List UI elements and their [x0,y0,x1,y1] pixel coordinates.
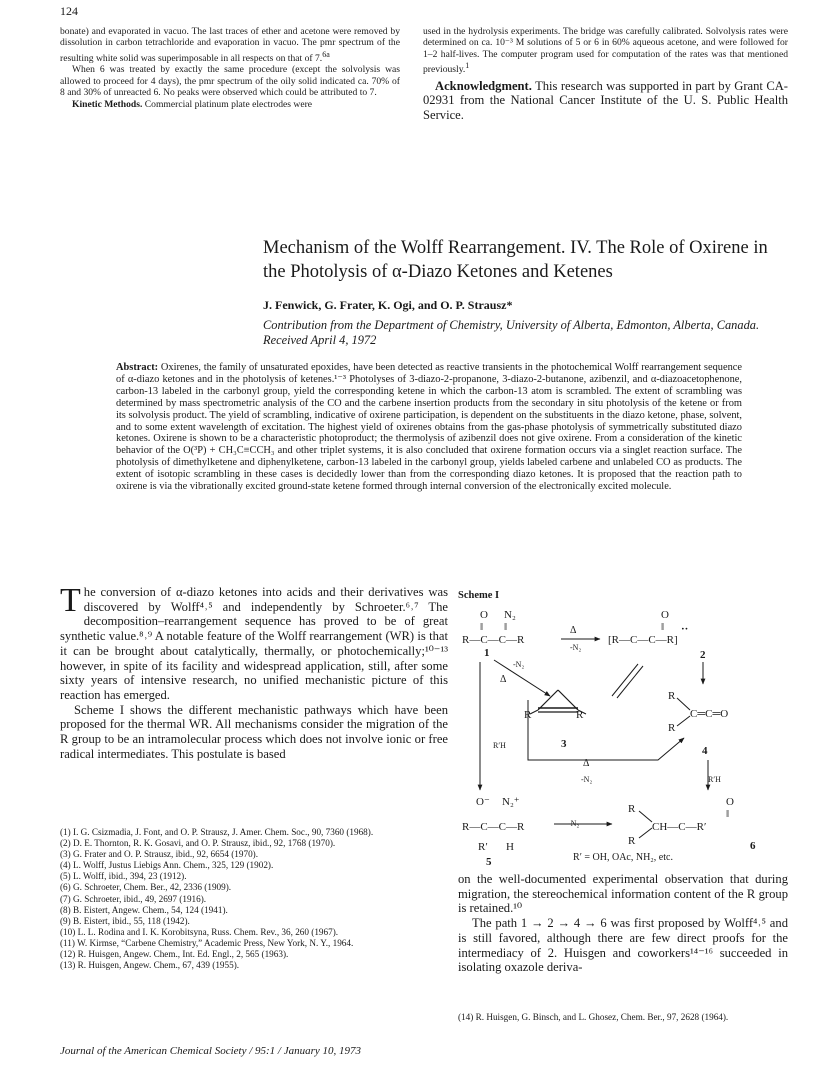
journal-footer: Journal of the American Chemical Society / 95:1 / January 10, 1973 [60,1045,362,1057]
compound-number-3: 3 [561,738,567,750]
reference-list [60,827,450,971]
r-prime-label: R′ [478,841,488,853]
reference-item: (13) R. Huisgen, Angew. Chem., 67, 439 (1955). [60,960,240,971]
minus-n2-label: -N₂ [570,643,582,652]
double-bond-glyph: ‖ [726,808,730,820]
introduction [60,582,448,761]
product-formula: CH—C—R′ [652,821,707,833]
substituent-r: R [576,709,584,721]
carbene-dots: ·· [681,623,689,635]
minus-n2-label: -N₂ [513,660,525,669]
compound-number-5: 5 [486,856,492,868]
reference-item: (11) W. Kirmse, “Carbene Chemistry,” Academic Press, New York, N. Y., 1964. [60,937,354,948]
reference-item: (12) R. Huisgen, Angew. Chem., Int. Ed. Engl., 2, 565 (1963). [60,949,289,960]
reference-item: (4) L. Wolff, Justus Liebigs Ann. Chem., 325, 129 (1902). [60,860,274,871]
scheme-footnote: R′ = OH, OAc, NH₂, etc. [573,852,673,863]
forbidden-path-slash [612,664,638,696]
substituent-r: R [668,722,676,734]
oxygen-label: O [661,609,669,621]
forbidden-path-slash [617,666,643,698]
compound-number-1: 1 [484,647,490,659]
compound-number-6: 6 [750,840,756,852]
compound-number-2: 2 [700,649,706,661]
reference-item: (2) D. E. Thornton, R. K. Gosavi, and O. P. Strausz, ibid., 92, 1768 (1970). [60,838,336,849]
compound-number-4: 4 [702,745,708,757]
intro-paragraph: Scheme I shows the different mechanistic pathways which have been proposed for the thermal WR. All mechanisms consider the migration of the R group to be an intramolecular process which does not involve ionic or free radical intermediates. This postulate is based [60,702,448,761]
oxirene-ring [530,690,586,714]
substituent-r: R [524,709,532,721]
kinetic-methods-paragraph: Kinetic Methods. Commercial platinum plate electrodes were [72,98,313,110]
delta-label: Δ [570,625,577,636]
reference-item: (9) B. Eistert, ibid., 55, 118 (1942). [60,915,190,926]
author-list: J. Fenwick, G. Frater, K. Ogi, and O. P. Strausz* [263,298,513,312]
ketene-branch-bonds [639,698,690,838]
reaction-scheme [458,600,788,870]
experimental-paragraph: When 6 was treated by exactly the same procedure (except the solvolysis was allowed to proceed for 4 days), the pmr spectrum of the oily solid indicated ca. 70% of 8 and 30% of unreacted 6. No peaks were observed which could be attributed to 7. [60,64,400,99]
oxygen-label: O [726,796,734,808]
body-text [458,872,788,975]
intro-paragraph: The conversion of α-diazo ketones into acids and their derivatives was discovered by Wolff⁴˒⁵ and independently by Schroeter.⁶˒⁷ The decomposition–rearrangement sequence has proved to be of great synthetic value.⁸˒⁹ A notable feature of the Wolff rearrangement (WR) is that it can be brought about catalytically, thermally, or photochemically;¹⁰⁻¹³ however, in spite of its facility and widespread application, still, after some sixty years of intensive research, no unified mechanistic picture of this reaction has emerged. [60,582,448,702]
oxygen-label: O [480,609,488,621]
scheme-label: Scheme I [458,590,500,601]
abstract: Abstract: Oxirenes, the family of unsaturated epoxides, have been detected as reactive transients in the photochemical Wolff rearrangement sequence of α-diazo ketones and in the photolysis of ketenes.¹⁻³ Photolyses of 3-diazo-2-propanone, 3-diazo-2-butanone, azibenzil, and α-diazoacetophenone, carbon-13 labeled in the carbonyl group, yield the corresponding ketene in which the carbon-13 atom is scrambled. The extent of scrambling was determined by mass spectrometric analysis of the CO and the carbene insertion products from the secondary in situ photolysis of the ketene or from its solvolysis product. The yield of scrambling, indicative of oxirene participation, is dependent on the substituents in the diazo ketone, phase, solvent, and to some extent wavelength of excitation. The highest yield of oxirenes obtains from the gas-phase photolysis of symmetrically substituted diazo ketones. Oxirene is shown to be a characteristic photoproduct; the thermolysis of azibenzil does not give oxirene. From a consideration of the kinetic behavior of the O(³P) + CH₃C≡CCH₃ and other triplet systems, it is also concluded that oxirene formation occurs via a singlet reaction surface. The photolysis of dimethylketene and diphenylketene, carbon-13 labeled in the carbonyl group, yields labeled carbene and unlabeled CO as products. The extent of isotopic scrambling in these cases is decidedly lower than from the corresponding diazo ketones. It is proposed that the reaction path to oxirene is via the vibrationally excited ground-state ketene formed through internal conversion of the electronically excited molecule. [116,362,742,493]
reference-item: (1) I. G. Csizmadia, J. Font, and O. P. Strausz, J. Amer. Chem. Soc., 90, 7360 (1968). [60,827,374,837]
arrow-3-to-4 [528,700,684,760]
n2-label: N₂ [504,609,516,621]
page-number: 124 [60,4,78,18]
hydrogen-label: H [506,841,514,853]
affiliation: Contribution from the Department of Chemistry, University of Alberta, Edmonton, Alberta, Canada. Received April 4, 1972 [263,318,760,347]
top-right-column [423,26,788,123]
substituent-r: R [628,803,636,815]
minus-n2-label: -N₂ [568,819,580,828]
delta-label: Δ [583,758,590,769]
substituent-r: R [668,690,676,702]
drop-cap: T [60,582,81,619]
experimental-paragraph: used in the hydrolysis experiments. The bridge was carefully calibrated. Solvolysis rates were determined on ca. 10⁻³ M solutions of 5 or 6 in 60% aqueous acetone, and were followed for 1–2 half-lives. The computer program used for computation of the rates was that mentioned previously.$^1$ [423,26,788,76]
reference-item: (5) L. Wolff, ibid., 394, 23 (1912). [60,871,187,882]
article-title: Mechanism of the Wolff Rearrangement. IV. The Role of Oxirene in the Photolysis of α-Diazo Ketones and Ketenes [263,238,768,282]
double-bond-glyph: ‖ [661,621,665,633]
double-bond-glyph: ‖ [480,621,484,633]
reference-item: (6) G. Schroeter, Chem. Ber., 42, 2336 (1909). [60,882,232,893]
reference-item: (8) B. Eistert, Angew. Chem., 54, 124 (1941). [60,904,228,915]
reference-item: (14) R. Huisgen, G. Binsch, and L. Ghosez, Chem. Ber., 97, 2628 (1964). [458,1012,729,1022]
experimental-paragraph: bonate) and evaporated in vacuo. The last traces of ether and acetone were removed by dissolution in carbon tetrachloride and evaporation in vacuo. The pmr spectrum of the resulting white solid was superimposable in all respects on that of 7.$^{6a}$ [60,26,400,64]
reference-item: (10) L. L. Rodina and I. K. Korobitsyna, Russ. Chem. Rev., 36, 260 (1967). [60,926,339,937]
substituent-r: R [628,835,636,847]
carbene-formula: [R—C—C—R] [608,634,678,646]
body-paragraph: The path 1 → 2 → 4 → 6 was first proposed by Wolff⁴˒⁵ and is still favored, although there are few direct proofs for the intermediacy of 2. Huisgen and coworkers¹⁴⁻¹⁶ succeeded in isolating oxazole deriva- [458,916,788,975]
top-left-column [60,26,400,110]
reference-item: (7) G. Schroeter, ibid., 49, 2697 (1916). [60,893,207,904]
oxide-anion-label: O⁻ [476,796,490,808]
r-prime-h-label: R′H [708,775,721,784]
body-paragraph: on the well-documented experimental observation that during migration, the stereochemical information content of the R group is retained.¹⁰ [458,872,788,916]
r-prime-h-label: R′H [493,741,506,750]
reference-item: (3) G. Frater and O. P. Strausz, ibid., 92, 6654 (1970). [60,849,259,860]
double-bond-glyph: ‖ [504,621,508,633]
delta-label: Δ [500,674,507,685]
diazo-ketone-formula: R—C—C—R [462,634,525,646]
minus-n2-label: -N₂ [581,775,593,784]
ketene-formula: C═C═O [690,708,729,720]
diazonium-label: N₂⁺ [502,796,520,808]
adduct-formula: R—C—C—R [462,821,525,833]
acknowledgment: Acknowledgment. This research was supported in part by Grant CA-02931 from the National Cancer Institute of the U. S. Public Health Service. [423,78,789,122]
